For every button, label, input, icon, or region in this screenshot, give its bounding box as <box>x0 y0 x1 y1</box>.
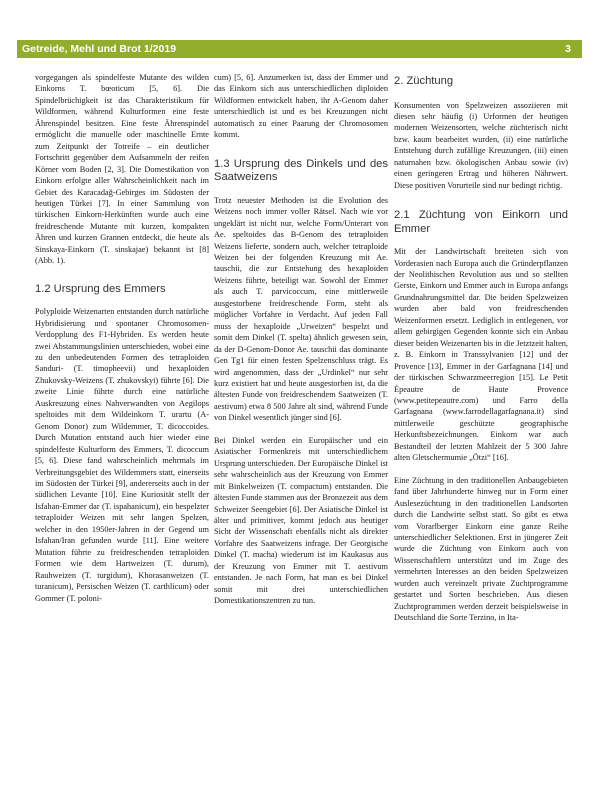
paragraph-wheat-evolution: Trotz neuester Methoden ist die Evolution des Weizens noch immer voller Rätsel. Nach wie vor ungeklärt ist nicht nur, welche Form/Unterart von Ae. speltoides das B-Genom des tetraploiden Weizens lieferte, sondern auch, welcher tetraploide Weizen bei der folgenden Kreuzung mit Ae. tauschii, die zur Entstehung des hexaploiden Weizens führte, beteiligt war. Sowohl der Emmer als auch T. parvicoccum, eine mittlerweile ausgestorbene freidreschende Form, steht als möglicher Vorfahre in Verdacht. Auf jeden Fall muss der hexaploide „Urweizen“ bespelzt und somit dem Dinkel (T. spelta) ähnlich gewesen sein, da der D-Genom-Donor Ae. tauschii das dominante Gen Tg1 für einen festen Spelzenschluss trägt. Es wird angenommen, dass der „Urdinkel“ nur sehr kurz existiert hat und heute ausgestorben ist, da die ältesten Funde von freidreschendem Saatweizen (T. aestivum) etwa 8 500 Jahre alt sind, während Funde von Dinkel wesentlich jünger sind [6]. <box>214 195 388 423</box>
text-column-1 <box>35 72 209 604</box>
text-column-3 <box>394 72 568 624</box>
section-heading-emmer: 1.2 Ursprung des Emmers <box>35 282 166 295</box>
paragraph-consumer-associations: Konsumenten von Spelzweizen assoziieren mit diesen sehr häufig (i) Urformen der heutigen modernen Weizensorten, welche züchterisch nicht bzw. kaum bearbeitet wurden, (ii) eine natürliche Entstehung durch zufällige Kreuzungen, (iii) einen naturnahen bzw. ökologischen Anbau sowie (iv) einen geringeren Ertrag und höheren Nährwert. Diese positiven Vorurteile sind nur bedingt richtig. <box>394 100 568 190</box>
page-number: 3 <box>565 43 571 55</box>
section-heading-zuechtung: 2. Züchtung <box>394 75 454 87</box>
section-heading-einkorn-emmer-breeding: 2.1 Züchtung von Einkorn und Emmer <box>394 209 568 235</box>
paragraph-emmer-origin: Polyploide Weizenarten entstanden durch natürliche Hybridisierung und spontaner Chromosomen-Verdopplung des F1-Hybriden. Es werden heute zwei Abstammungslinien unterschieden, wobei eine zu den unbedeutenden Formen des tetraploiden Sanduri- (T. timopheevii) und hexaploiden Zhukovsky-Weizens (T. zhukovskyi) führte [6]. Die zweite Linie führte durch eine natürliche Auskreuzung eines Nahverwandten von Aegilops speltoides mit dem Wildeinkorn T. urartu (A-Genom Donor) zum Wildemmer, T. dicoccoides. Durch Mutation entstand auch hier wieder eine spindelfeste Kulturform des Emmers, T. dicoccum [5, 6]. Diese fand wahrscheinlich mehrmals im Verbreitungsgebiet des Wildemmers statt, einerseits im Südosten der Türkei [9], andererseits auch in der südlichen Levante [10]. Eine Kuriosität stellt der Isfahan-Emmer dar (T. ispahanicum), ein bespelzter tetraploider Weizen mit sehr langen Spelzen, welcher in den 1950er-Jahren in der Gegend um Isfahan/Iran gefunden wurde [11]. Eine weitere Mutation führte zu freidreschenden tetraploiden Formen wie dem Hartweizen (T. durum), Rauhweizen (T. turgidum), Khorasanweizen (T. turanicum), Persischen Weizen (T. carthlicum) oder Gommer (T. poloni- <box>35 307 209 603</box>
paragraph-einkorn-domestication: vorgegangen als spindelfeste Mutante des wilden Einkorns T. bœoticum [5, 6]. Die Spindelbrüchigkeit ist das Charakteristikum für Wildformen, während Kulturformen eine feste Ährenspindel besitzen. Eine feste Ährenspindel ermöglicht die manuelle oder maschinelle Ernte zum Zeitpunkt der Totreife – ein deutlicher Fortschritt gegenüber dem Aufsammeln der reifen Körner vom Boden [2, 3]. Die Domestikation von Einkorn erfolgte aller Wahrscheinlichkeit nach im Gebiet des Karacadağ-Gebirges im Südosten der heutigen Türkei [7]. In einer Sammlung von türkischen Einkorn-Herkünften wurde auch eine freidreschende Mutante mit kurzen, kompakten Ähren und kurzen Grannen entdeckt, die heute als Sinskaya-Einkorn (T. sinskajae) bekannt ist [8] (Abb. 1). <box>35 73 209 266</box>
journal-title: Getreide, Mehl und Brot 1/2019 <box>22 43 177 55</box>
paragraph-selection-breeding: Eine Züchtung in den traditionellen Anbaugebieten fand über Jahrhunderte hinweg nur in Form einer Auslesezüchtung in den traditionellen Landsorten durch die Landwirte selbst statt. So gibt es etwa vom Vorarlberger Einkorn eine ganze Reihe unterschiedlicher Selektionen. Erst in jüngerer Zeit wurde die Züchtung von Einkorn auch von Wissenschaftlern unterstützt und im Zuge des vermehrten Interesses an den beiden Spelzweizen wurden auch vereinzelt private Zuchtprogramme gestartet und Sorten beschrieben. Aus diesen Zuchtprogrammen werden derzeit beispielsweise in Deutschland die Sorte Terzino, in Ita- <box>394 475 568 623</box>
paragraph-emmer-einkorn-genome: cum) [5, 6]. Anzumerken ist, dass der Emmer und das Einkorn sich aus unterschiedlichen diploiden Wildformen entwickelt haben, ihr A-Genom daher unterschiedlich ist und es bei Kreuzungen nicht automatisch zu einer Paarung der Chromosomen kommt. <box>214 73 388 140</box>
section-heading-dinkel: 1.3 Ursprung des Dinkels und des Saatweizens <box>214 157 388 184</box>
paragraph-founder-crops: Mit der Landwirtschaft breiteten sich von Vorderasien nach Europa auch die Gründerpflanzen der Neolithischen Revolution aus und so stellten Gerste, Einkorn und Emmer auch in Europa anfangs Grundnahrungsmittel dar. Die beiden Spelzweizen wurden aber bald von freidreschenden Weizenformen ersetzt. Lediglich in entlegenen, vor allem gebirgigen Gegenden konnte sich ein Anbau dieser beiden Weizenarten bis in die Jetztzeit halten, z. B. Einkorn in Transsylvanien [12] und der Provence [13], Emmer in der Garfagnana [14] und der türkischen Schwarzmeerregion [15]. Le Petit Épeautre de Haute Provence (www.petitepeautre.com) und Farro della Garfagnana (www.farrodellagarfagnana.it) sind mittlerweile geschützte geographische Herkunftsbezeichnungen. Einkorn war auch Bestandteil der letzten Mahlzeit der 5 300 Jahre alten Gletschermumie „Ötzi“ [16]. <box>394 247 568 463</box>
running-header <box>17 40 582 58</box>
paragraph-dinkel-forms: Bei Dinkel werden ein Europäischer und ein Asiatischer Formenkreis mit unterschiedlichem Ursprung unterschieden. Der Europäische Dinkel ist sehr wahrscheinlich aus der Kreuzung von Emmer mit Binkelweizen (T. compactum) entstanden. Die ältesten Funde stammen aus der Bronzezeit aus dem Schweizer Seengebiet [6]. Der Asiatische Dinkel ist älter und primitiver, kommt jedoch aus heutiger Sicht der Wissenschaft ebenfalls nicht als direkter Vorfahre des Saatweizens infrage. Der Georgische Dinkel (T. macha) wiederum ist im Kaukasus aus der Kreuzung von Emmer mit T. aestivum entstanden. Je nach Form, hat man es bei Dinkel somit mit drei unterschiedlichen Domestikationszentren zu tun. <box>214 435 388 606</box>
text-column-2 <box>214 72 388 607</box>
